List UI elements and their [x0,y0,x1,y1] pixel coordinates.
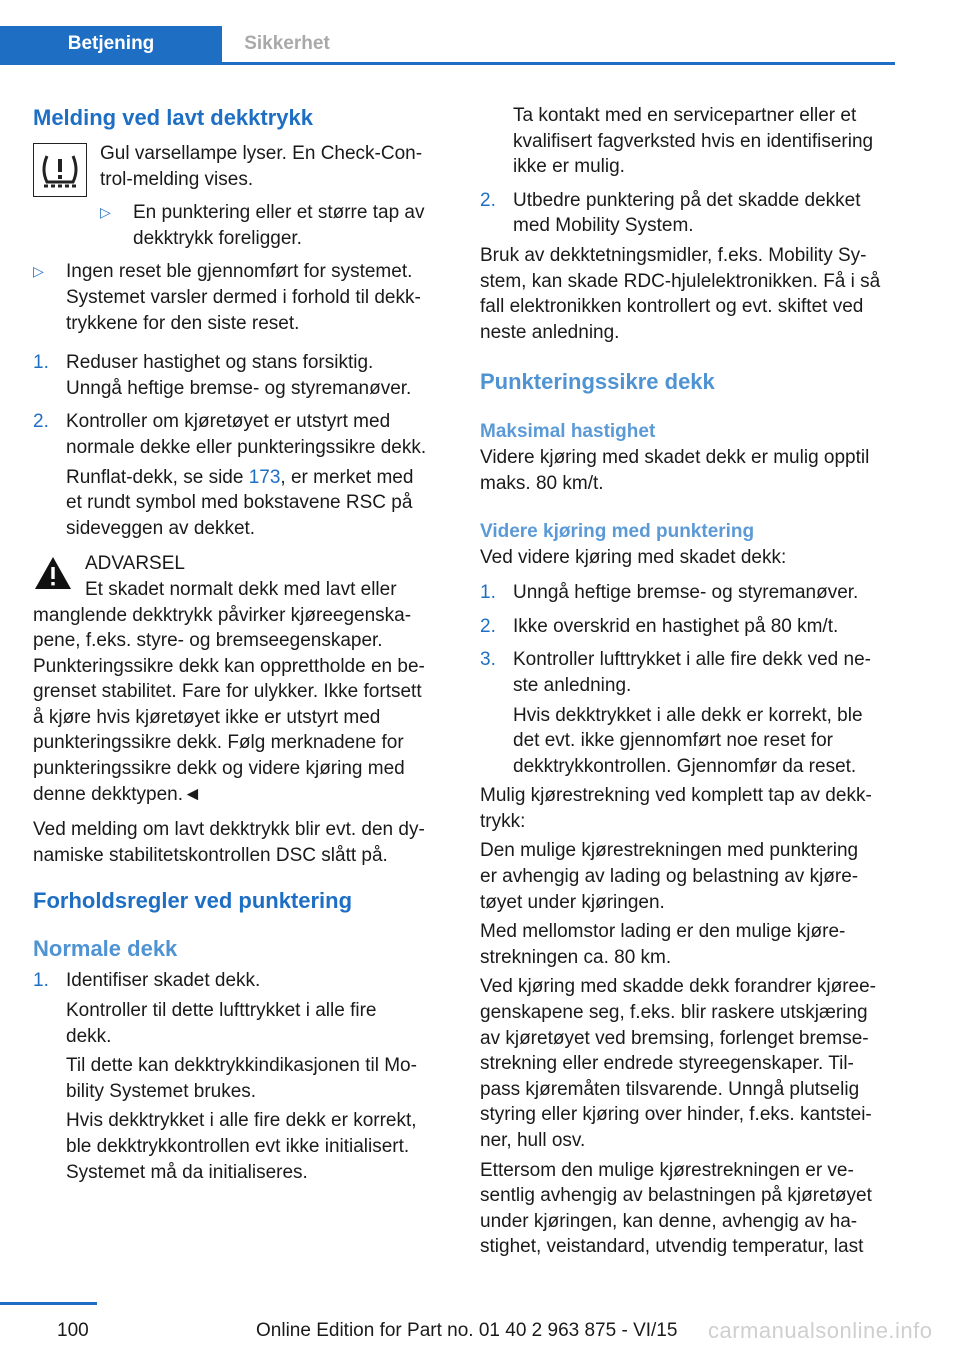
list-item-text: trykkene for den siste reset. [66,312,300,334]
tab-betjening[interactable]: Betjening [0,26,222,62]
heading-normal-tires: Normale dekk [33,936,178,962]
step-text: med Mobility System. [513,215,694,237]
left-column [33,103,448,1185]
list-item-text: Ingen reset ble gjennomført for systemet. [66,261,413,283]
step-text: Kontroller om kjøretøyet er utstyrt med [66,411,391,433]
paragraph-text: Den mulige kjørestrekningen med punktering [480,840,859,862]
step-text: Kontroller lufttrykket i alle fire dekk ved ne- [513,649,871,671]
warning-text: grenset stabilitet. Fare for ulykker. Ikke fortsett [33,681,422,703]
step-text: Reduser hastighet og stans forsiktig. [66,352,374,374]
step-text: Unngå heftige bremse- og styremanøver. [513,582,859,604]
step-number: 1. [480,582,496,604]
load-paragraph [480,1158,895,1260]
list-item [33,259,448,336]
numbered-step [480,647,895,779]
paragraph-text: Med mellomstor lading er den mulige kjøre- [480,921,846,943]
step-text: ikke er mulig. [513,156,625,178]
heading-continue-driving: Videre kjøring med punktering [480,520,755,542]
heading-precautions: Forholdsregler ved punktering [33,888,353,914]
list-item [100,200,448,251]
step-text: ste anledning. [513,674,632,696]
page-link-173[interactable]: 173 [248,466,281,488]
numbered-step [33,350,448,401]
step-text: ble dekktrykkontrollen evt ikke initialisert. [66,1136,410,1157]
step-number: 2. [480,189,496,211]
numbered-step [480,188,895,239]
heading-low-pressure: Melding ved lavt dekktrykk [33,105,313,130]
step-note-text: Runflat-dekk, se side [66,466,249,488]
indicator-text-2: trol-melding vises. [100,168,254,190]
paragraph-text: Mulig kjørestrekning ved komplett tap av dekk- [480,785,872,807]
list-item-text: Systemet varsler dermed i forhold til dekk- [66,286,421,308]
paragraph-text: styring eller kjøring over hinder, f.eks. kantstei- [480,1104,872,1126]
paragraph-text: maks. 80 km/t. [480,472,604,494]
list-item-text: dekktrykk foreligger. [133,227,302,249]
warning-text: denne dekktypen.◄ [33,783,202,805]
step-text: Til dette kan dekktrykkindikasjonen til Mo- [66,1055,417,1077]
range-paragraph [480,783,895,970]
step-number: 1. [33,352,49,374]
step-text: Hvis dekktrykket i alle dekk er korrekt, ble [513,704,863,726]
step-number: 2. [33,411,49,433]
driving-paragraph [480,974,895,1153]
warning-header [33,551,448,602]
paragraph-text: pass kjøremåten tilsvarende. Unngå plutselig [480,1078,860,1100]
warning-text: pene, f.eks. styre- og bremseegenskaper. [33,630,383,652]
paragraph-text: trykk: [480,810,526,832]
numbered-step [33,409,448,541]
paragraph-text: namiske stabilitetskontrollen DSC slått på. [33,844,388,866]
step-text: Hvis dekktrykket i alle fire dekk er korrekt, [66,1110,417,1132]
step-number: 1. [33,970,49,992]
paragraph-text: stighet, veistandard, utvendig temperatur, last [480,1236,864,1258]
warning-text: manglende dekktrykk påvirker kjøreegenska- [33,604,412,626]
paragraph-text: Ved melding om lavt dekktrykk blir evt. den dy- [33,819,425,841]
paragraph-text: strekning eller endrede styreegenskaper. Til- [480,1053,854,1075]
tire-pressure-indicator-block [33,141,448,251]
step-text: Kontroller til dette lufttrykket i alle fire [66,1000,377,1022]
step-number: 3. [480,649,496,671]
step-text: bility Systemet brukes. [66,1080,257,1102]
step-text: Systemet må da initialiseres. [66,1161,308,1183]
warning-text: Et skadet normalt dekk med lavt eller [85,578,397,600]
step-note [66,465,448,491]
step-text: Unngå heftige bremse- og styremanøver. [66,377,412,399]
paragraph-text: tøyet under kjøringen. [480,891,665,913]
numbered-step [33,968,448,1185]
step-text: Utbedre punktering på det skadde dekket [513,189,861,211]
page-number: 100 [57,1320,89,1341]
paragraph-text: under kjøringen, kan denne, avhengig av ha- [480,1210,858,1232]
heading-max-speed: Maksimal hastighet [480,421,656,443]
step-text: normale dekke eller punkteringssikre dekk. [66,436,427,458]
paragraph-text: ner, hull osv. [480,1130,586,1151]
paragraph-text: strekningen ca. 80 km. [480,946,672,968]
step-text: Ikke overskrid en hastighet på 80 km/t. [513,615,839,637]
warning-text: punkteringssikre dekk og videre kjøring med [33,758,405,780]
step-text: Ta kontakt med en servicepartner eller et [513,105,857,126]
warning-box [33,551,448,807]
paragraph-text: er avhengig av lading og belastning av kjøre- [480,866,859,888]
indicator-text-1: Gul varsellampe lyser. En Check-Con- [100,143,423,164]
step-text: et rundt symbol med bokstavene RSC på [66,492,413,514]
paragraph-text: neste anledning. [480,321,620,343]
step-text: det evt. ikke gjennomført noe reset for [513,730,833,752]
tire-pressure-warning-icon [33,143,87,197]
warning-triangle-icon [33,555,73,591]
dsc-paragraph [33,817,448,868]
paragraph-text: av kjøretøyet ved bremsing, forlenget bremse- [480,1027,869,1049]
triangle-bullet-icon: ▷ [33,263,44,280]
paragraph-text: Ved kjøring med skadde dekk forandrer kjøree- [480,976,877,998]
paragraph-text: fall elektronikken kontrollert og evt. skiftet ved [480,296,864,318]
heading-runflat: Punkteringssikre dekk [480,369,715,395]
step-text: sideveggen av dekket. [66,517,256,539]
tab-sikkerhet[interactable]: Sikkerhet [244,33,330,54]
step-text: dekk. [66,1025,112,1047]
paragraph-text: genskapene seg, f.eks. blir raskere utskjæring [480,1002,868,1024]
paragraph-text: sentlig avhengig av belastningen på kjøretøyet [480,1185,872,1207]
edition-text: Online Edition for Part no. 01 40 2 963 875 - VI/15 [256,1320,678,1341]
step-continuation [480,103,895,180]
right-column [480,103,895,1260]
step-note-text: , er merket med [280,466,414,488]
paragraph-text: stem, kan skade RDC-hjulelektronikken. Få i så [480,270,881,292]
warning-text: punkteringssikre dekk. Følg merknadene for [33,732,404,754]
section-tab-bar [0,26,895,65]
step-text: Identifiser skadet dekk. [66,970,261,992]
paragraph-text: Ved videre kjøring med skadet dekk: [480,546,787,568]
watermark-logo: carmanualsonline.info [708,1318,933,1343]
warning-text: Punkteringssikre dekk kan opprettholde en be- [33,655,425,677]
footer-rule [0,1302,97,1305]
numbered-step [480,614,895,640]
warning-text: å kjøre hvis kjøretøyet ikke er utstyrt med [33,706,381,728]
step-text: kvalifisert fagverksted hvis en identifisering [513,130,874,152]
triangle-bullet-icon: ▷ [100,204,111,221]
warning-title: ADVARSEL [85,553,185,575]
paragraph-text: Videre kjøring med skadet dekk er mulig opptil [480,447,870,469]
list-item-text: En punktering eller et større tap av [133,202,425,224]
paragraph-text: Bruk av dekktetningsmidler, f.eks. Mobility Sy- [480,244,867,266]
paragraph-text: Ettersom den mulige kjørestrekningen er ve- [480,1159,854,1181]
step-text: dekktrykkontrollen. Gjennomfør da reset. [513,755,857,777]
step-number: 2. [480,615,496,637]
sealant-paragraph [480,243,895,345]
numbered-step [480,580,895,606]
